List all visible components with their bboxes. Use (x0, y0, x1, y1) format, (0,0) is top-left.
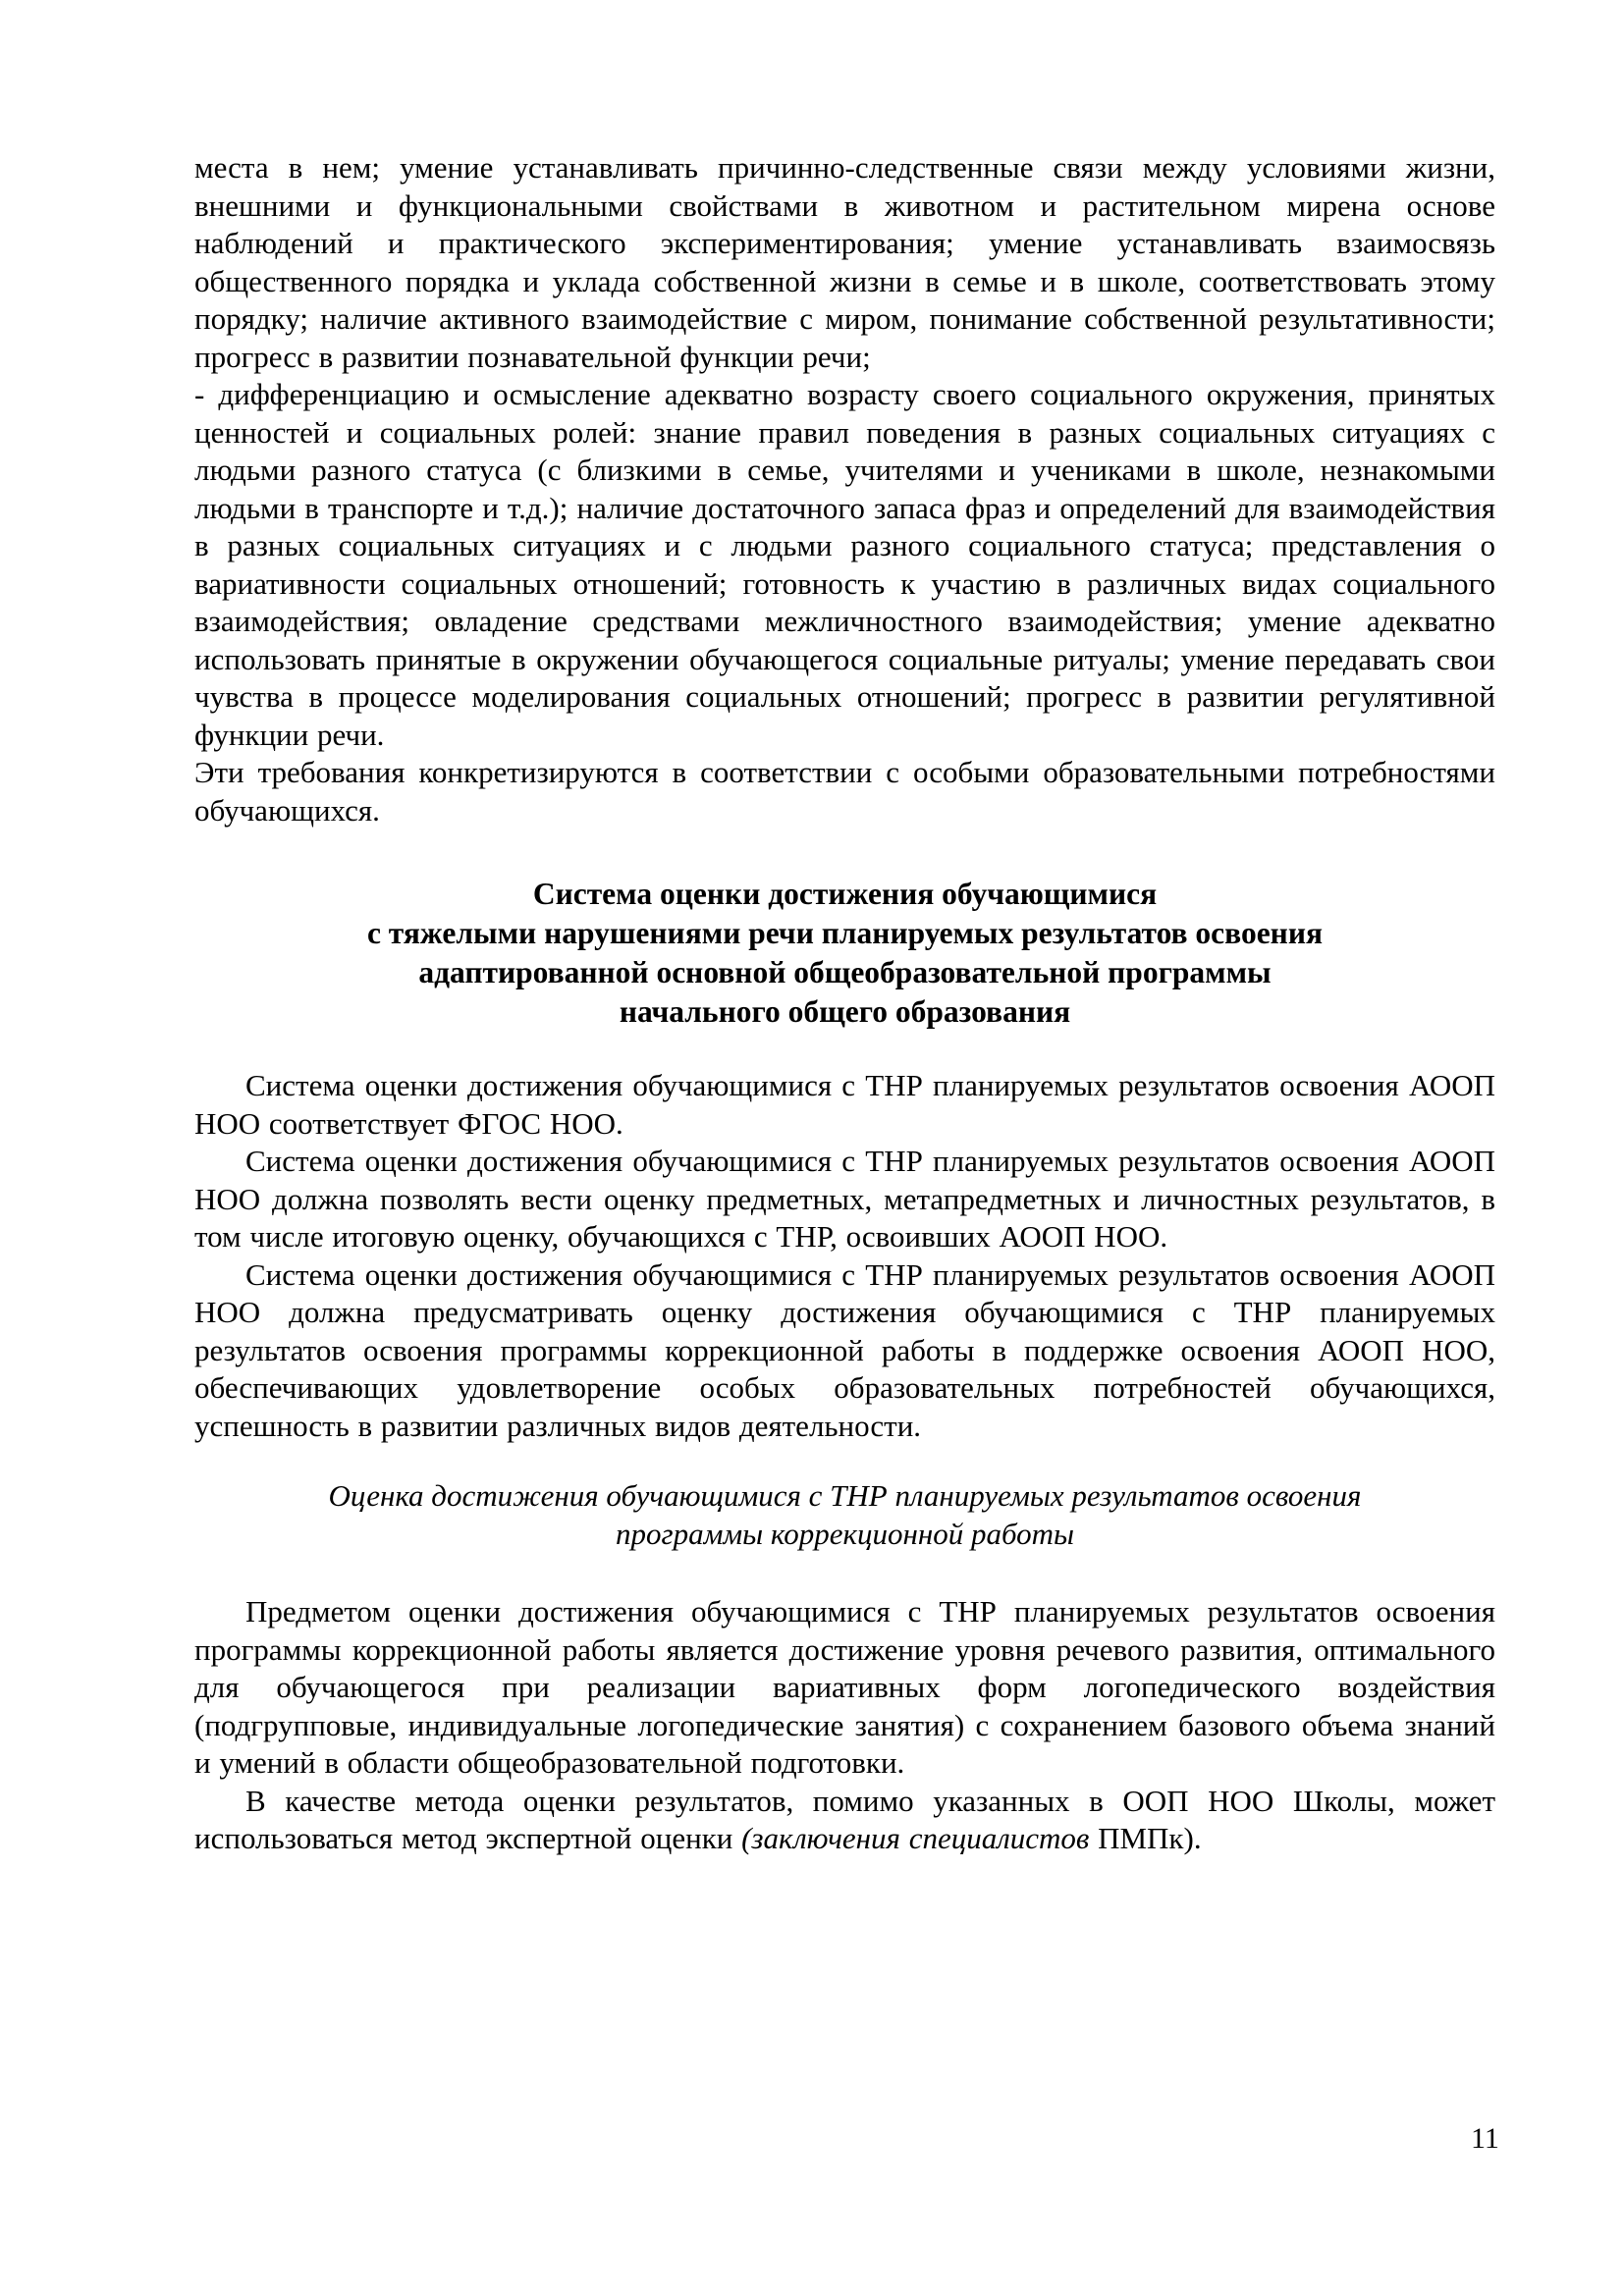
paragraph-expert-method (194, 1783, 1495, 1858)
paragraph-assessment-system-1: Система оценки достижения обучающимися с ТНР планируемых результатов освоения АООП НОО соответствует ФГОС НОО. (194, 1068, 1495, 1141)
expert-method-italic: (заключения специалистов (741, 1821, 1090, 1855)
section-heading-line: Система оценки достижения обучающимися (532, 877, 1158, 911)
subsection-heading (194, 1477, 1495, 1553)
section-heading-line: адаптированной основной общеобразовательной программы (418, 955, 1272, 989)
expert-method-text-end: ПМПк). (1089, 1821, 1202, 1855)
subsection-heading-line: Оценка достижения обучающимися с ТНР планируемых результатов освоения (328, 1478, 1362, 1513)
page-number: 11 (1471, 2122, 1499, 2155)
paragraph-requirements-note: Эти требования конкретизируются в соответствии с особыми образовательными потребностями обучающихся. (194, 755, 1495, 828)
expert-method-text-start: В качестве метода оценки результатов, помимо указанных в ООП НОО Школы, может использоваться метод экспертной оценки (194, 1783, 1495, 1855)
section-heading (194, 875, 1495, 1032)
text-content (194, 149, 1495, 1858)
section-heading-line: начального общего образования (619, 994, 1071, 1029)
section-heading-line: с тяжелыми нарушениями речи планируемых результатов освоения (366, 916, 1324, 950)
paragraph-differentiation-list-item: - дифференциацию и осмысление адекватно возрасту своего социального окружения, принятых ценностей и социальных ролей: знание правил поведения в разных социальных ситуациях с людьми разного статуса (с близкими в семье, учителями и учениками в школе, незнакомыми людьми в транспорте и т.д.); наличие достаточного запаса фраз и определений для взаимодействия в разных социальных ситуациях и с людьми разного социального статуса; представления о вариативности социальных отношений; готовность к участию в различных видах социального взаимодействия; овладение средствами межличностного взаимодействия; умение адекватно использовать принятые в окружении обучающегося социальные ритуалы; умение передавать свои чувства в процессе моделирования социальных отношений; прогресс в развитии регулятивной функции речи. (194, 377, 1495, 752)
paragraph-assessment-system-2: Система оценки достижения обучающимися с ТНР планируемых результатов освоения АООП НОО должна позволять вести оценку предметных, метапредметных и личностных результатов, в том числе итоговую оценку, обучающихся с ТНР, освоивших АООП НОО. (194, 1144, 1495, 1254)
paragraph-assessment-system-3: Система оценки достижения обучающимися с ТНР планируемых результатов освоения АООП НОО должна предусматривать оценку достижения обучающимися с ТНР планируемых результатов освоения программы коррекционной работы в поддержке освоения АООП НОО, обеспечивающих удовлетворение особых образовательных потребностей обучающихся, успешность в развитии различных видов деятельности. (194, 1256, 1495, 1443)
paragraph-personal-results-continuation: места в нем; умение устанавливать причинно-следственные связи между условиями жизни, внешними и функциональными свойствами в животном и растительном мирена основе наблюдений и практического экспериментирования; умение устанавливать взаимосвязь общественного порядка и уклада собственной жизни в семье и в школе, соответствовать этому порядку; наличие активного взаимодействие с миром, понимание собственной результативности; прогресс в развитии познавательной функции речи; (194, 150, 1495, 374)
subsection-heading-line: программы коррекционной работы (615, 1516, 1075, 1551)
paragraph-assessment-subject: Предметом оценки достижения обучающимися с ТНР планируемых результатов освоения программы коррекционной работы является достижение уровня речевого развития, оптимального для обучающегося при реализации вариативных форм логопедического воздействия (подгрупповые, индивидуальные логопедические занятия) с сохранением базового объема знаний и умений в области общеобразовательной подготовки. (194, 1594, 1495, 1780)
